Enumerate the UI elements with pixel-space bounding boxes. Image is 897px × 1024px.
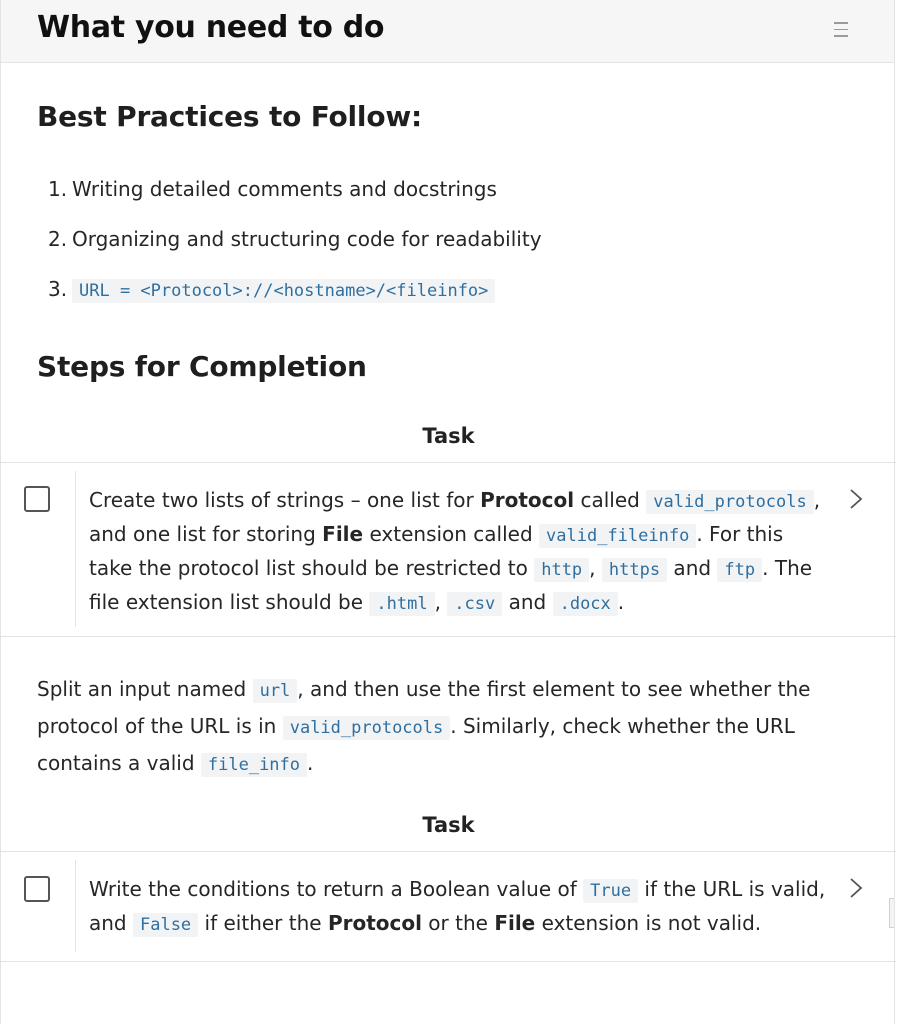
- list-item: 3. URL = <Protocol>://<hostname>/<fileinfo>: [48, 268, 542, 318]
- divider: [75, 860, 76, 952]
- instructions-paragraph: Split an input named url , and then use the first element to see whether the protocol of the URL is in valid_protocols . Similarly, check whether the URL contains a valid file_info .: [37, 677, 811, 775]
- panel-header: [1, 0, 894, 63]
- task-description: Create two lists of strings – one list for Protocol called valid_protocols , and one list for storing File extension called valid_fileinfo . For this take the protocol list should be restricted to http , https and ftp . The file extension list should be .html , .csv and .docx .: [89, 488, 821, 614]
- task-row: [1, 463, 896, 636]
- task-header: Task: [422, 424, 475, 448]
- list-item: 1. Writing detailed comments and docstrings: [48, 177, 497, 201]
- best-practices-heading: Best Practices to Follow:: [37, 100, 423, 133]
- task-header: Task: [422, 813, 475, 837]
- best-practices-list: [48, 168, 542, 318]
- divider: [1, 636, 896, 637]
- hamburger-icon[interactable]: [834, 22, 848, 40]
- task-checkbox[interactable]: [24, 486, 50, 512]
- panel-title: What you need to do: [37, 10, 385, 45]
- scroll-handle[interactable]: [889, 898, 894, 928]
- list-item: 2. Organizing and structuring code for readability: [48, 227, 542, 251]
- chevron-right-icon[interactable]: [846, 876, 866, 900]
- task-checkbox[interactable]: [24, 876, 50, 902]
- url-format-code: URL = <Protocol>://<hostname>/<fileinfo>: [72, 279, 495, 303]
- task-row: [1, 852, 896, 961]
- divider: [75, 471, 76, 627]
- task-description: Write the conditions to return a Boolean value of True if the URL is valid, and False if either the Protocol or the File extension is not valid.: [89, 877, 826, 935]
- chevron-right-icon[interactable]: [846, 487, 866, 511]
- divider: [1, 961, 896, 962]
- steps-heading: Steps for Completion: [37, 350, 367, 383]
